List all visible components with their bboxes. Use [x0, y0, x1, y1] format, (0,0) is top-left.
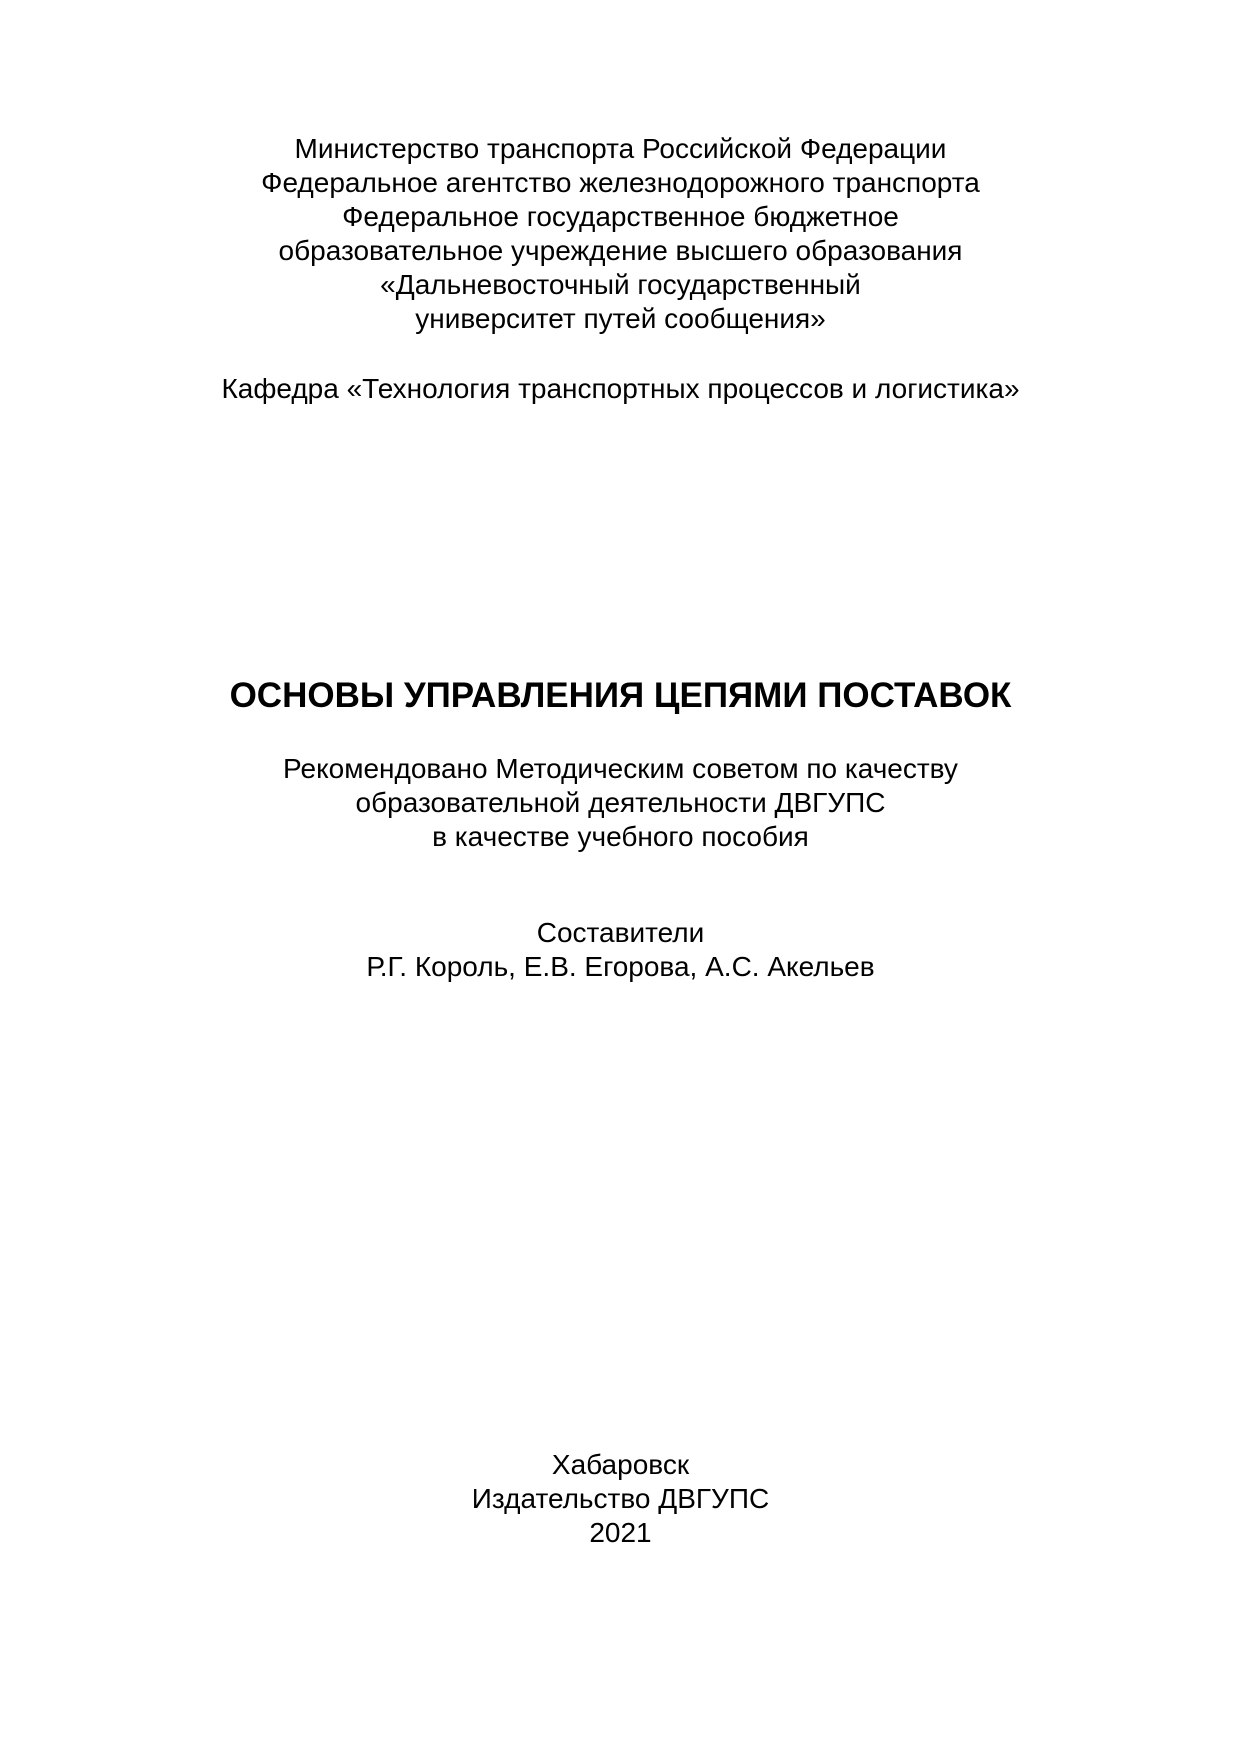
compilers-names: Р.Г. Король, Е.В. Егорова, А.С. Акельев [366, 951, 875, 982]
compilers-heading: Составители [536, 917, 705, 948]
institution-type-line: Федеральное государственное бюджетное [342, 201, 899, 232]
department-name: Кафедра «Технология транспортных процессов и логистика» [221, 373, 1020, 404]
imprint [0, 1448, 1241, 1550]
recommendation-note [0, 752, 1241, 854]
institution-type-line-2: образовательное учреждение высшего образования [278, 235, 963, 266]
recommendation-line-3: в качестве учебного пособия [432, 821, 809, 852]
compilers [0, 916, 1241, 984]
document-title-block [0, 676, 1241, 716]
department [0, 372, 1241, 406]
university-name-line: «Дальневосточный государственный [380, 269, 861, 300]
university-name-line-2: университет путей сообщения» [415, 303, 826, 334]
imprint-publisher: Издательство ДВГУПС [471, 1483, 770, 1514]
document-title: ОСНОВЫ УПРАВЛЕНИЯ ЦЕПЯМИ ПОСТАВОК [229, 676, 1012, 715]
imprint-city: Хабаровск [551, 1449, 690, 1480]
agency-line: Федеральное агентство железнодорожного транспорта [261, 167, 980, 198]
institution-header [0, 132, 1241, 336]
ministry-line: Министерство транспорта Российской Федерации [294, 133, 947, 164]
recommendation-line: Рекомендовано Методическим советом по качеству [283, 753, 958, 784]
recommendation-line-2: образовательной деятельности ДВГУПС [355, 787, 886, 818]
imprint-year: 2021 [589, 1517, 652, 1548]
